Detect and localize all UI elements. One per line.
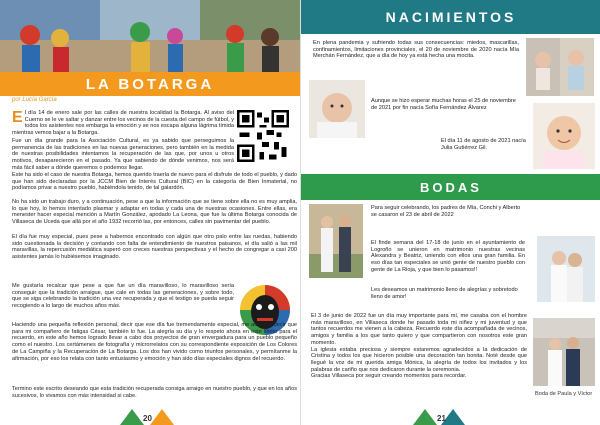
botarga-body-3: No ha sido un trabajo duro, y a continuación, pese a que la información que se tiene sobre ella no es muy amplia, lo que hoy, lo hemos intentado plasmar y adaptar en todas y cada una de nuestras ocasiones. Entre ellas, era menester hacer especial mención a Martín González, apodado La Leona, que fue la última Botarga conocida de Villaseca de Uceda que allá por el año 1932 recorrió las, por entonces, calles sin pavimentar del pueblo. xyxy=(12,199,297,226)
bodas-text-2: El finde semana del 17-18 de junio en el ayuntamiento de Logroño se unieron en matrimonio nuestras vecinas Alexandra y Beatriz, uniendo con ellos una gran familia. En eso días tan especiales se unió gente de nuestro pueblo con gente de La Rioja, y que bien lo pasamos!! xyxy=(371,240,525,273)
botarga-body-4: El día fue muy especial, pues pese a habernos encontrado con algún que otro palo entre las ruedas, habiendo sido cuestionada la decisión y contando con falta de entendimiento de nuestros paisanos, el día salió a las mil maravillas, la repercusión mediática superó con creces nuestras perspectivas y el hecho de congregar a casi 200 asistentes jamás lo hubiésemos imaginado. xyxy=(12,234,297,261)
nacimientos-title: NACIMIENTOS xyxy=(301,0,600,34)
wedding-caption: Boda de Paula y Víctor xyxy=(535,391,593,397)
page-corner-decoration xyxy=(150,409,174,425)
botarga-body-7: Termino este escrito deseando que esta tradición recuperada consiga arraigo en nuestro pueblo, y que en los años sucesivos, lo vivamos con más intensidad si cabe. xyxy=(12,386,297,399)
botarga-photo-strip xyxy=(0,0,300,72)
page-number: 20 xyxy=(143,414,152,423)
nacimientos-text-2: Aunque se hizo esperar muchas horas el 25 de noviembre de 2021 por fin nacía Sofía Fernández Álvarez xyxy=(371,98,516,111)
baby-photo-sofia xyxy=(309,80,365,138)
bodas-title: BODAS xyxy=(301,174,600,200)
wedding-photo-conchi-alberto xyxy=(309,204,363,278)
baby-photo-mia xyxy=(526,38,594,96)
botarga-body-2: Este ha sido el caso de nuestra Botarga, hemos querido traerla de nuevo para el disfrute de todo el pueblo, y dado que han sido declaradas por la JCCM Bien de Interés Cultural (BIC) en la categoría de Bien Inmaterial, no podíamos privar a nuestro pueblo, habiéndola tenido, de tal galardón. xyxy=(12,172,297,192)
bodas-paragraph: Gracias Villaseca por seguir creando momentos para recordar. xyxy=(311,373,467,380)
wedding-photo-paula-victor xyxy=(533,318,595,386)
bodas-text-1: Para seguir celebrando, los padres de Mía, Conchi y Alberto se casaron el 23 de abril de 2022 xyxy=(371,205,521,218)
nacimientos-text-1: En plena pandemia y sufriendo todas sus consecuencias: miedos, mascarillas, confinamientos, limitaciones provinciales, el 20 de noviembre de 2020 nacía Mía Merchán Fernández, que a día de hoy ya está hecha una mocita. xyxy=(313,40,519,60)
page-corner-decoration xyxy=(120,409,144,425)
bodas-paragraph: La iglesia estaba preciosa y siempre estaremos agradecidos a la dedicación de Cristina y todos los que hicieron posible una decoración tan bonita. Noté desde que llegué la voz de mi querida amiga Mónica, la alegría de todos los invitados y los palabras de cariño que nos dedicaron durante la ceremonia. xyxy=(311,346,527,373)
baby-photo-julia xyxy=(533,103,595,169)
right-page xyxy=(300,0,600,425)
nacimientos-text-3: El día 11 de agosto de 2021 nacía Julia Gutiérrez Gil. xyxy=(441,138,526,151)
byline: por Lucía García xyxy=(12,97,57,103)
botarga-body-6: Haciendo una pequeña reflexión personal, decir que ese día fue tremendamente especial, me atrevo a decir que para mi compañero de fatigas César, también lo fue. La alegría su día y lo respeto ahora en este librito para el recuerdo, en este año hemos logrado llevar a cabo dos proyectos de gran envergadura para un pueblo pequeño como el nuestro. Los certámenes de fotografía y microrrelatos con su correspondiente exposición de Los Colores de La Campiña y la Recuperación de La Botarga. Los dos han vivido como triunfos personales, y permítanme la afirmación, por eso los relata con tanto entusiasmo y emoción y han sido días especiales dignos del recuerdo. xyxy=(12,322,297,362)
botarga-body-5: Me gustaría recalcar que pese a que fue un día maravilloso, lo maravilloso sería conseguir que la tradición arraigue, que cale en todas las generaciones, y sobre todo, que se siga celebrando la tradición una vez recuperada y que el testigo se pueda seguir recogiendo a lo largo de muchos años más. xyxy=(12,283,234,310)
qr-code-icon xyxy=(237,110,289,162)
bodas-text-3: Les deseamos un matrimonio lleno de alegrías y sobretodo lleno de amor! xyxy=(371,287,518,300)
page-number: 21 xyxy=(437,414,446,423)
wedding-photo-alexandra-beatriz xyxy=(537,236,595,302)
dropcap-letter: E xyxy=(12,109,23,126)
botarga-intro-text: El día 14 de enero sale por las calles de nuestra localidad la Botarga. Al aviso del Cuerno se le ve saltar y danzar entre los vecinos de la cuesta del campo de fútbol, y todos los asistentes nos embarga la emoción y se nos escapa alguna lágrima tímida mientras vemos bajar a la Botarga. xyxy=(12,109,234,137)
botarga-body-1: Fue un día grande para la Asociación Cultural, es ya sabido que perseguimos la permanencia de las tradiciones en las nuevas generaciones, pero también en la medida de nuestras posibilidades intentamos la recuperación de las que, por unos u otros motivos, desaparecieron en el pasado. Ya que sabiendo de dónde venimos, nos será más fácil saber a dónde queremos o podemos llegar. xyxy=(12,138,234,171)
page-corner-decoration xyxy=(413,409,437,425)
bodas-text-4 xyxy=(311,313,527,380)
botarga-title: LA BOTARGA xyxy=(0,72,300,96)
bodas-paragraph: El 3 de junio de 2022 fue un día muy importante para mí, me casaba con el hombre más maravilloso, en Villaseca donde he pasado toda mi niñez y mi juventud y que tantos recuerdos me vienen a la cabeza. Recuerdo este día acompañada de vecinos, amigos y familia a los que tanto quiero y que compartieron con nosotros este gran momento. xyxy=(311,313,527,346)
